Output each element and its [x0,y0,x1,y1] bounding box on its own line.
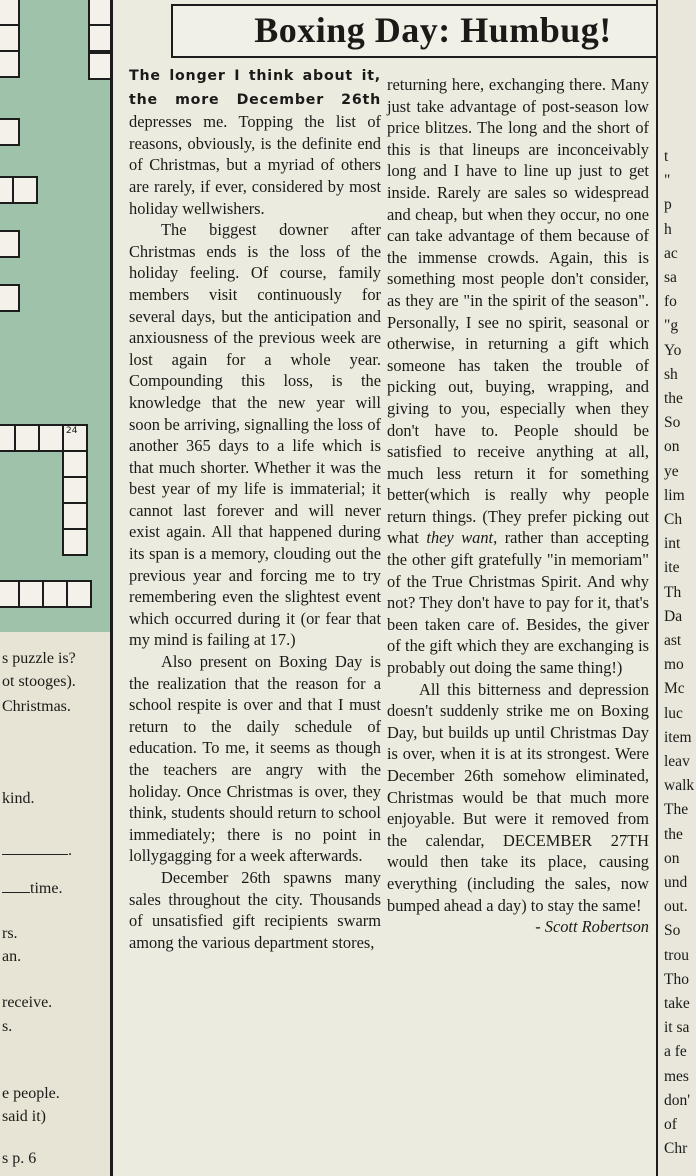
crossword-cell [38,424,64,452]
crossword-cell [62,450,88,478]
cut-off-text-fragment: ite [664,559,680,577]
clue-text: s puzzle is? [2,650,76,667]
clue-line [2,650,76,668]
lead-in: The longer I think about it, the more December 26th [129,68,381,108]
crossword-cell [62,502,88,530]
clue-text: Christmas. [2,698,71,715]
cut-off-text-fragment: don' [664,1091,691,1109]
cut-off-text-fragment: So [664,414,681,432]
adjacent-article-column [656,0,696,1176]
clue-line [2,1018,12,1036]
paragraph-text: , rather than accepting the other gift gratefully "in memoriam" of the True Christmas Spirit. And why not? They don't have to pay for it, that's been taken care of. Besides, the giver of the gift which they are exchanging is probably out doing the same thing!) [387,528,649,678]
cut-off-text-fragment: " [664,172,671,190]
cut-off-text-fragment: of [664,1116,677,1133]
clue-text: s. [2,1018,13,1035]
cut-off-text-fragment: ac [664,244,678,262]
cut-off-text-fragment: So [664,922,681,940]
crossword-cell [0,24,20,52]
emphasis-text: they want [426,528,494,548]
clue-text: time. [30,880,63,897]
crossword-cell-numbered [62,424,88,452]
cut-off-text-fragment: "g [664,317,679,335]
cut-off-text-fragment: fo [664,293,677,311]
article-paragraph [387,74,649,679]
clue-line [2,698,71,716]
cut-off-text-fragment: ast [664,632,682,649]
clue-line [2,1108,46,1126]
clue-line [2,925,18,943]
adjacent-crossword-page [0,0,118,1176]
clue-line [2,673,76,691]
cut-off-text-fragment: Yo [664,341,682,359]
cut-off-text-fragment: take [664,995,690,1012]
cut-off-text-fragment: sa [664,269,677,286]
article-column-2 [387,74,649,938]
crossword-cell [0,118,20,146]
crossword-cell [62,476,88,504]
clue-text: receive. [2,994,53,1011]
crossword-cell [42,580,68,608]
cut-off-text-fragment: Da [664,607,683,625]
cut-off-text-fragment: luc [664,704,683,722]
cut-off-text-fragment: it sa [664,1019,690,1037]
clue-text: . [68,842,72,859]
clue-line [2,878,62,898]
clue-line [2,790,34,808]
clue-text: an. [2,948,22,965]
clue-line [2,840,72,860]
clue-line [2,1150,36,1168]
cut-off-text-fragment: int [664,535,681,553]
crossword-cell [14,424,40,452]
headline-box [171,4,695,58]
cut-off-text-fragment: ye [664,462,679,480]
cut-off-text-fragment: Ch [664,511,683,528]
article-paragraph [129,64,381,219]
article-column-1 [129,64,381,953]
crossword-cell [12,176,38,204]
cut-off-text-fragment: the [664,825,683,843]
clue-text: ot stooges). [2,673,76,690]
clue-text: said it) [2,1108,46,1125]
crossword-cell [0,0,20,26]
cut-off-text-fragment: a fe [664,1043,687,1061]
article-paragraph: All this bitterness and depression doesn't suddenly strike me on Boxing Day, but builds up until Christmas Day is over, when it is at its strongest. Were December 26th somehow eliminated, Christmas would be that much more enjoyable. But were it removed from the calendar, DECEMBER 27TH would then take its place, causing everything (including the sales, now bumped ahead a day) to stay the same! [387,679,649,915]
cut-off-text-fragment: The [664,801,689,819]
clue-text: kind. [2,790,35,807]
crossword-cell [18,580,44,608]
cut-off-text-fragment: lim [664,486,685,504]
cut-off-text-fragment: h [664,220,672,238]
answer-blank [2,840,68,855]
cut-off-text-fragment: item [664,728,692,746]
clue-text: e people. [2,1085,60,1102]
clue-text: rs. [2,925,18,942]
cut-off-text-fragment: trou [664,946,689,964]
cut-off-text-fragment: Mc [664,680,685,698]
crossword-cell [66,580,92,608]
article-paragraph: December 26th spawns many sales throughout the city. Thousands of unsatisfied gift recipients swarm among the various department stores, [129,867,381,952]
clue-line [2,1085,60,1103]
crossword-cell [0,50,20,78]
answer-blank [2,878,30,893]
cut-off-text-fragment: out. [664,898,688,916]
article-paragraph: The biggest downer after Christmas ends is the loss of the holiday feeling. Of course, family members visit continuously for several days, but the anticipation and anxiousness of the previous week are lost again for a whole year. Compounding this loss, is the knowledge that the new year will soon be arriving, signalling the loss of another 365 days to a life which is that much shorter. Whether it was the best year of my life is immaterial; it cannot last forever and will never exist again. All that happened during its span is a memory, clouding out the previous year and forcing me to try remembering even the slightest event which occurred during it (or fear that my mind is failing at 17.) [129,220,381,650]
article [110,0,696,1176]
cut-off-text-fragment: on [664,438,680,456]
article-byline: - Scott Robertson [535,917,649,937]
crossword-cell [62,528,88,556]
article-paragraph: Also present on Boxing Day is the realization that the reason for a school respite is over and that I must return to the daily schedule of education. To me, it seems as though the teachers are angry with the holiday. Once Christmas is over, they think, students should return to school immediately; there is no point in lollygagging for a week afterwards. [129,652,381,866]
cut-off-text-fragment: Chr [664,1140,688,1158]
crossword-cell [0,230,20,258]
cut-off-text-fragment: walk [664,777,695,795]
clue-line [2,948,21,966]
cut-off-text-fragment: Th [664,583,682,601]
cut-off-text-fragment: mo [664,656,684,674]
cut-off-text-fragment: sh [664,365,678,383]
crossword-number: 24 [66,426,78,436]
paragraph-text: depresses me. Topping the list of reasons, obviously, is the definite end of Christmas, but a myriad of others are rarely, if ever, considered by most holiday wellwishers. [129,112,381,218]
cut-off-text-fragment: und [664,874,688,891]
cut-off-text-fragment: on [664,849,680,867]
cut-off-text-fragment: leav [664,753,690,770]
cut-off-text-fragment: mes [664,1067,689,1085]
cut-off-text-fragment: p [664,196,672,214]
clue-line [2,994,52,1012]
paragraph-text: returning here, exchanging there. Many just take advantage of post-season low price blitzes. The long and the short of this is that lineups are inconceivably long and I have to line up just to get inside. Rarely are sales so widespread and cheap, but when they occur, no one can take advantage of them because of the immense crowds. Again, this is something most people don't consider, as they are "in the spirit of the season". Personally, I see no spirit, seasonal or otherwise, in returning a gift which someone has taken the trouble of picking out, buying, wrapping, and giving to you, especially when they don't have to. People should be satisfied to receive anything at all, much less return it for something better(which is really why people return things. (They prefer picking out what [387,75,649,548]
cut-off-text-fragment: Tho [664,970,689,988]
cut-off-text-fragment: the [664,390,683,407]
crossword-cell [0,284,20,312]
cut-off-text-fragment: t [664,148,669,165]
clue-text: s p. 6 [2,1150,37,1167]
crossword-cell [0,580,20,608]
article-headline: Boxing Day: Humbug! [254,10,612,50]
crossword-grid [0,0,118,632]
